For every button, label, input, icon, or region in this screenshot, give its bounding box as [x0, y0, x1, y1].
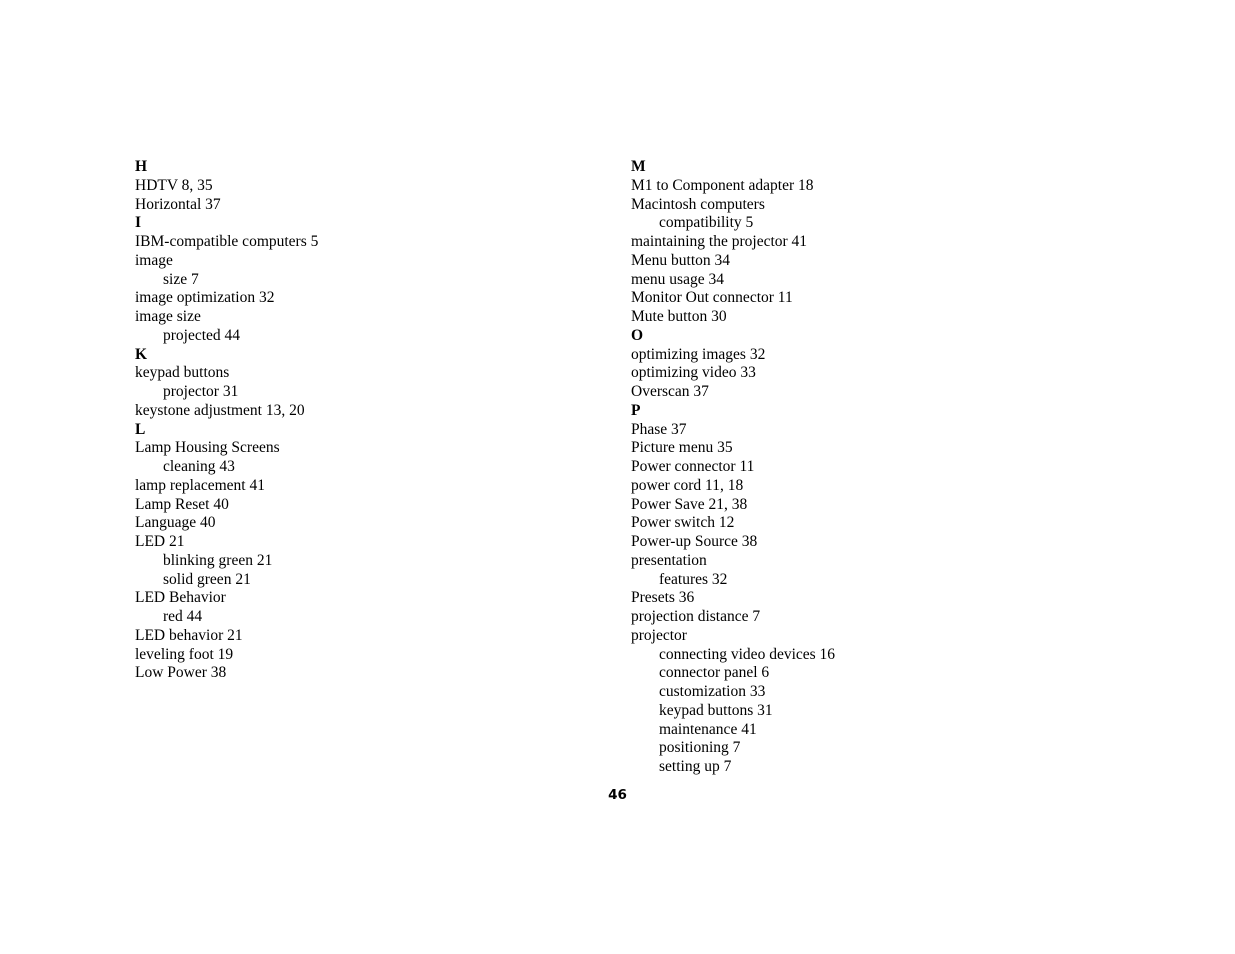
- index-entry: IBM-compatible computers 5: [135, 233, 319, 250]
- index-subentry: features 32: [659, 570, 728, 588]
- index-subentry: connecting video devices 16: [659, 645, 836, 663]
- index-entry: optimizing images 32: [631, 345, 766, 363]
- index-entry: M1 to Component adapter 18: [631, 176, 814, 194]
- index-entry: HDTV 8, 35: [135, 176, 213, 194]
- index-entry: Lamp Reset 40: [135, 495, 229, 513]
- index-entry: presentation: [631, 551, 707, 569]
- index-subentry: keypad buttons 31: [659, 701, 773, 719]
- index-subentry: projected 44: [163, 326, 241, 344]
- index-entry: LED 21: [135, 533, 185, 550]
- index-entry: leveling foot 19: [135, 645, 234, 663]
- index-entry: image: [135, 251, 173, 269]
- index-letter-heading: O: [631, 326, 644, 344]
- index-entry: Power Save 21, 38: [631, 495, 748, 513]
- index-letter-heading: K: [135, 345, 148, 363]
- index-subentry: connector panel 6: [659, 664, 770, 682]
- page-number: 46: [608, 787, 627, 803]
- index-entry: Phase 37: [631, 420, 687, 438]
- index-entry: Presets 36: [631, 589, 695, 607]
- index-entry: LED Behavior: [135, 589, 226, 607]
- index-entry: Low Power 38: [135, 664, 227, 682]
- index-entry: maintaining the projector 41: [631, 233, 808, 250]
- index-entry: keypad buttons: [135, 364, 230, 382]
- index-letter-heading: I: [135, 214, 142, 232]
- index-subentry: projector 31: [163, 383, 239, 400]
- index-subentry: setting up 7: [659, 758, 732, 775]
- index-subentry: cleaning 43: [163, 458, 235, 475]
- index-entry: projection distance 7: [631, 608, 761, 625]
- index-entry: Macintosh computers: [631, 195, 765, 213]
- index-entry: Power switch 12: [631, 514, 735, 532]
- index-entry: LED behavior 21: [135, 626, 243, 644]
- index-entry: Horizontal 37: [135, 195, 221, 213]
- index-entry: image optimization 32: [135, 289, 275, 307]
- index-entry: Power-up Source 38: [631, 533, 758, 550]
- index-subentry: maintenance 41: [659, 720, 757, 738]
- index-entry: Lamp Housing Screens: [135, 439, 280, 457]
- index-entry: optimizing video 33: [631, 364, 756, 382]
- index-letter-heading: P: [631, 401, 641, 419]
- index-subentry: compatibility 5: [659, 214, 754, 232]
- index-entry: lamp replacement 41: [135, 476, 265, 494]
- index-subentry: red 44: [163, 608, 203, 625]
- index-letter-heading: H: [135, 158, 148, 175]
- index-entry: projector: [631, 626, 687, 644]
- index-entry: menu usage 34: [631, 270, 724, 288]
- index-subentry: customization 33: [659, 683, 766, 700]
- index-entry: keystone adjustment 13, 20: [135, 401, 305, 419]
- index-letter-heading: L: [135, 420, 146, 438]
- index-entry: Monitor Out connector 11: [631, 289, 793, 307]
- index-letter-heading: M: [631, 158, 646, 175]
- index-subentry: blinking green 21: [163, 551, 273, 569]
- index-entry: Menu button 34: [631, 251, 731, 269]
- index-entry: power cord 11, 18: [631, 476, 744, 494]
- index-entry: Power connector 11: [631, 458, 755, 475]
- index-entry: Language 40: [135, 514, 216, 532]
- index-entry: image size: [135, 308, 201, 325]
- index-subentry: size 7: [163, 270, 199, 288]
- index-column-left: [135, 158, 318, 683]
- index-entry: Mute button 30: [631, 308, 727, 325]
- index-entry: Overscan 37: [631, 383, 709, 400]
- index-subentry: positioning 7: [659, 739, 741, 757]
- index-entry: Picture menu 35: [631, 439, 733, 457]
- index-subentry: solid green 21: [163, 570, 251, 588]
- index-column-right: [631, 158, 835, 777]
